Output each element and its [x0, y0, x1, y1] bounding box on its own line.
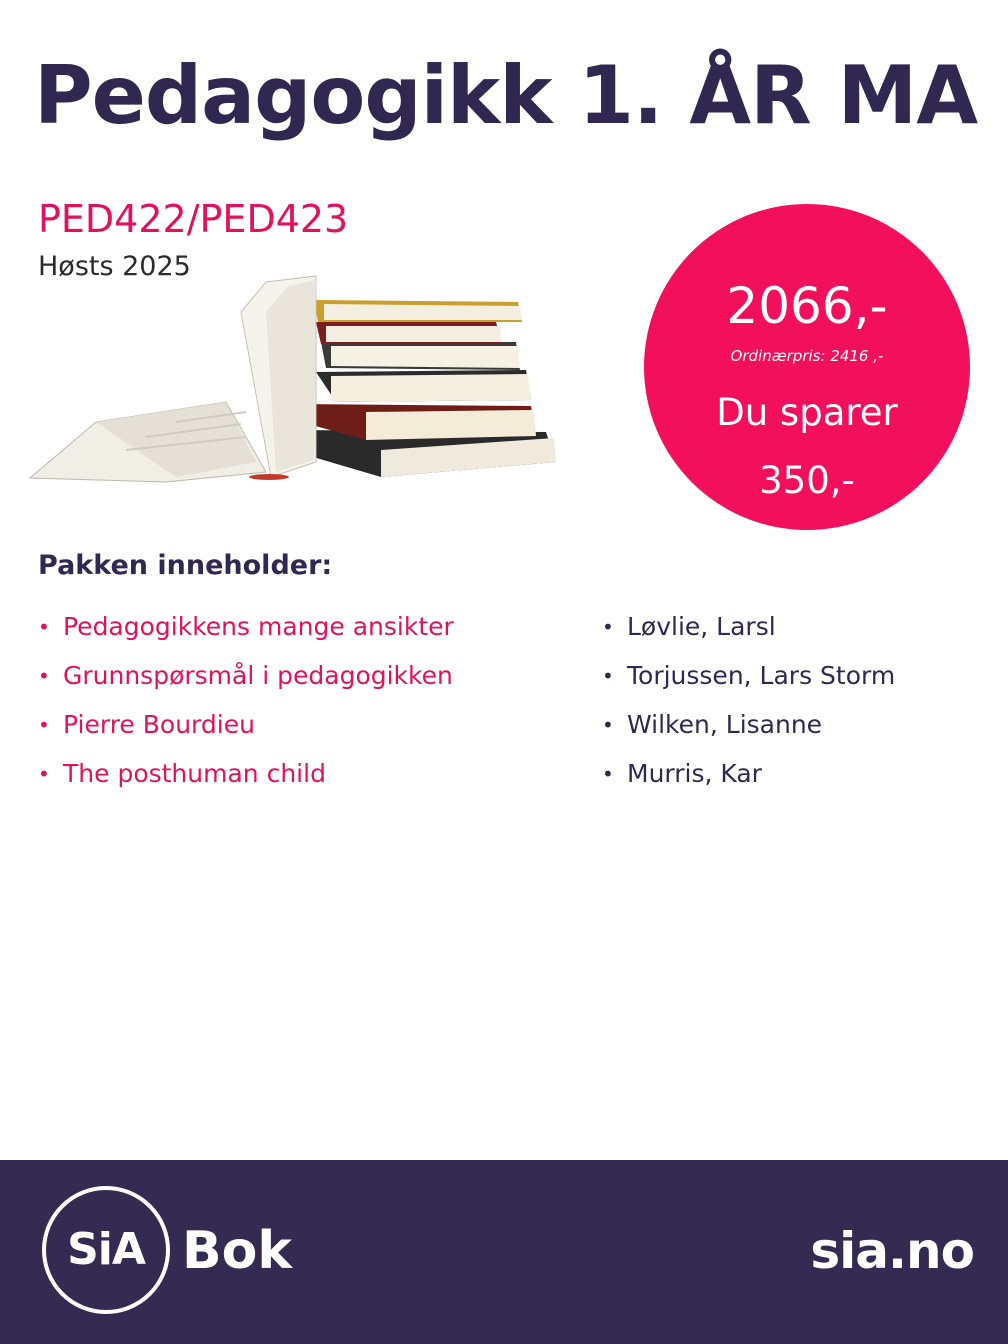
- savings-amount: 350,-: [759, 459, 855, 502]
- bullet-icon: •: [602, 664, 614, 688]
- books-illustration-icon: [26, 272, 566, 494]
- book-title: The posthuman child: [63, 759, 326, 788]
- book-author: Murris, Kar: [627, 759, 762, 788]
- list-item: [602, 710, 895, 759]
- list-item: [38, 710, 454, 759]
- book-title: Pedagogikkens mange ansikter: [63, 612, 454, 641]
- savings-label: Du sparer: [716, 391, 898, 434]
- list-item: [602, 759, 895, 808]
- package-price: 2066,-: [726, 277, 888, 335]
- ordinary-price: Ordinærpris: 2416 ,-: [730, 347, 884, 365]
- sia-logo-icon: SiA: [42, 1186, 170, 1314]
- course-code: PED422/PED423: [38, 197, 349, 241]
- book-author: Torjussen, Lars Storm: [627, 661, 896, 690]
- list-item: [38, 612, 454, 661]
- bullet-icon: •: [602, 615, 614, 639]
- semester-label: Høsts 2025: [38, 251, 191, 282]
- website-link[interactable]: sia.no: [810, 1222, 974, 1280]
- book-titles-list: [38, 612, 454, 808]
- contents-heading: Pakken inneholder:: [38, 550, 333, 581]
- book-title: Grunnspørsmål i pedagogikken: [63, 661, 453, 690]
- bullet-icon: •: [602, 762, 614, 786]
- bullet-icon: •: [38, 615, 50, 639]
- book-authors-list: [602, 612, 895, 808]
- page-title: Pedagogikk 1. ÅR MA: [34, 49, 978, 142]
- list-item: [602, 612, 895, 661]
- bullet-icon: •: [38, 664, 50, 688]
- bullet-icon: •: [38, 762, 50, 786]
- list-item: [38, 759, 454, 808]
- book-author: Wilken, Lisanne: [627, 710, 823, 739]
- price-badge: [644, 204, 970, 530]
- list-item: [602, 661, 895, 710]
- bullet-icon: •: [38, 713, 50, 737]
- footer-bar: [0, 1160, 1008, 1344]
- book-author: Løvlie, Larsl: [627, 612, 776, 641]
- list-item: [38, 661, 454, 710]
- logo-wordmark: Bok: [182, 1221, 292, 1281]
- bullet-icon: •: [602, 713, 614, 737]
- book-title: Pierre Bourdieu: [63, 710, 255, 739]
